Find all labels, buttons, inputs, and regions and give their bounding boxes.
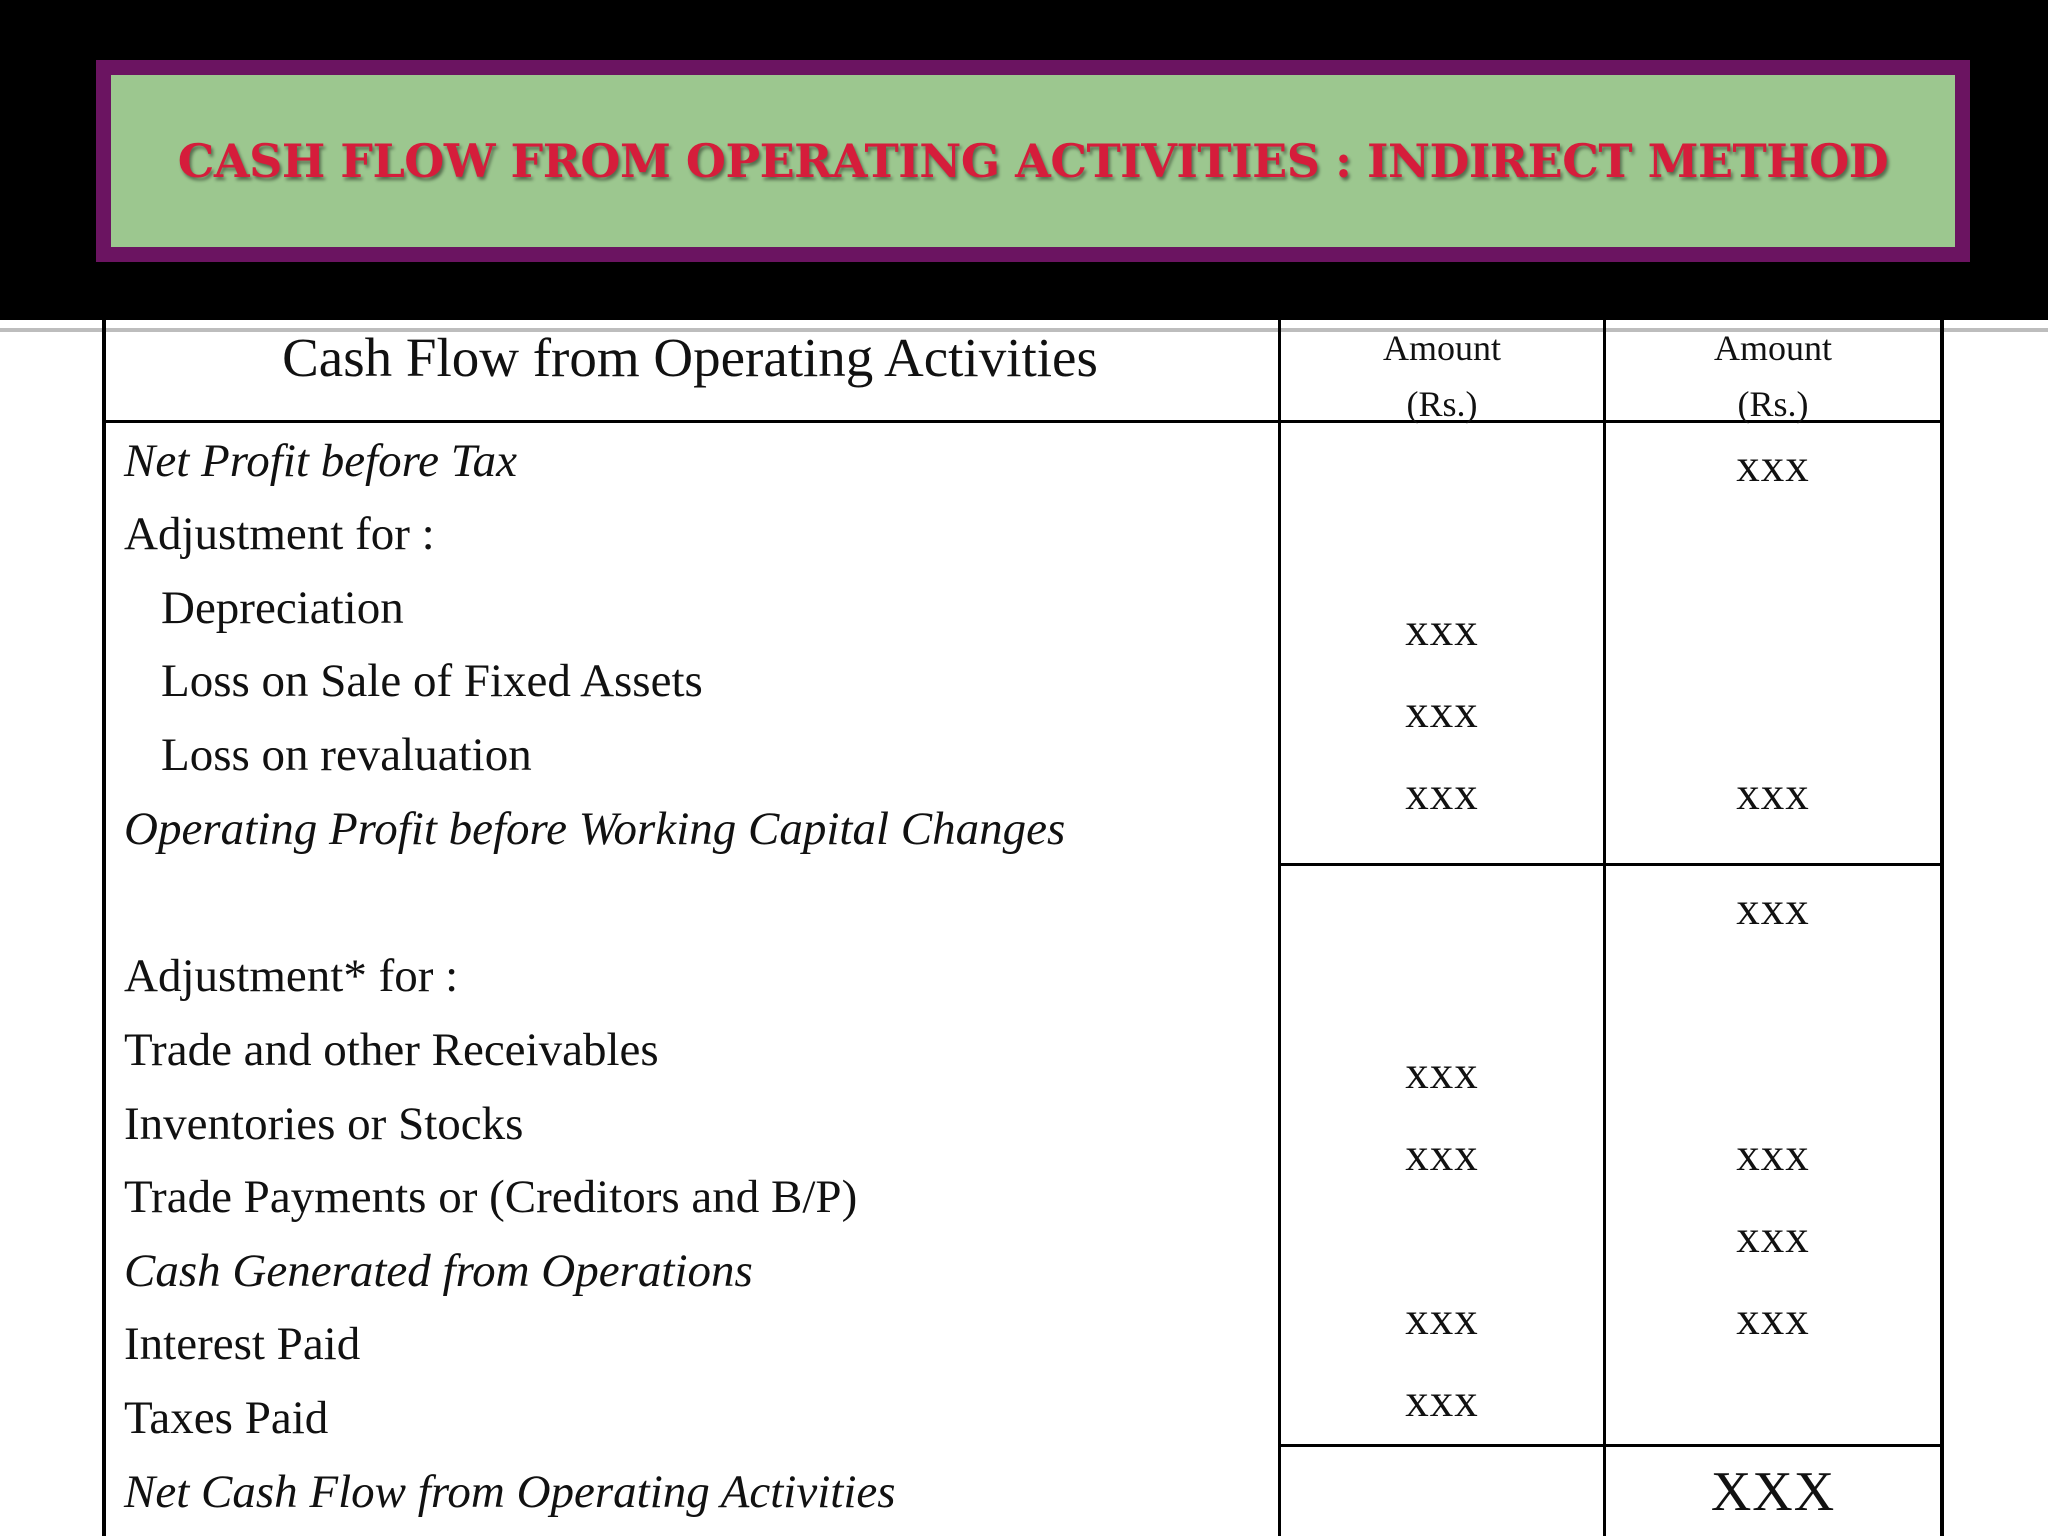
col1-value: xxx: [1405, 1129, 1479, 1181]
column-divider-1: [1278, 320, 1281, 1536]
col1-value: xxx: [1405, 604, 1479, 656]
slide-title: CASH FLOW FROM OPERATING ACTIVITIES : INDIRECT METHOD: [177, 134, 1889, 188]
cash-flow-table: [102, 320, 1946, 1536]
row-label-interest-paid: Interest Paid: [124, 1318, 361, 1370]
col1-value: xxx: [1405, 1375, 1479, 1427]
col1-value: xxx: [1405, 686, 1479, 738]
title-banner-inner: [111, 75, 1955, 247]
row-label-net-cash-flow: Net Cash Flow from Operating Activities: [124, 1466, 896, 1518]
col2-value: xxx: [1736, 1129, 1810, 1181]
row-label-operating-profit: Operating Profit before Working Capital Changes: [124, 803, 1066, 855]
row-label-depreciation: Depreciation: [161, 582, 404, 634]
amount-header-col2-line1: Amount: [1713, 328, 1832, 368]
amount-header-col2-line2: (Rs.): [1737, 384, 1809, 424]
col2-value: xxx: [1736, 1211, 1810, 1263]
subtotal-rule-2: [1278, 1444, 1944, 1447]
row-label-adjustment-wc: Adjustment* for :: [124, 950, 459, 1002]
col1-value: xxx: [1405, 768, 1479, 820]
row-label-loss-on-sale: Loss on Sale of Fixed Assets: [161, 655, 703, 707]
col1-value: xxx: [1405, 1047, 1479, 1099]
amount-header-col1-line1: Amount: [1382, 328, 1501, 368]
row-label-receivables: Trade and other Receivables: [124, 1024, 659, 1076]
table-header-label: Cash Flow from Operating Activities: [282, 327, 1098, 388]
col2-value: xxx: [1736, 768, 1810, 820]
col2-total-value: XXX: [1710, 1461, 1836, 1523]
title-banner: [96, 60, 1970, 262]
row-label-loss-on-revaluation: Loss on revaluation: [161, 729, 532, 781]
col2-value: xxx: [1736, 883, 1810, 935]
row-label-adjustment: Adjustment for :: [124, 508, 435, 560]
subtotal-rule-1: [1278, 863, 1944, 866]
row-label-inventories: Inventories or Stocks: [124, 1098, 524, 1150]
table-border-left: [102, 320, 106, 1536]
amount-header-col1-line2: (Rs.): [1406, 384, 1478, 424]
col2-value: xxx: [1736, 1293, 1810, 1345]
row-label-trade-payments: Trade Payments or (Creditors and B/P): [124, 1171, 858, 1223]
row-label-taxes-paid: Taxes Paid: [124, 1392, 329, 1444]
amount-header-col1: [1280, 320, 1604, 432]
col2-value: xxx: [1736, 440, 1810, 492]
row-label-cash-generated: Cash Generated from Operations: [124, 1245, 753, 1297]
amount-header-col2: [1605, 320, 1941, 432]
row-label-net-profit: Net Profit before Tax: [124, 435, 517, 487]
col1-value: xxx: [1405, 1293, 1479, 1345]
